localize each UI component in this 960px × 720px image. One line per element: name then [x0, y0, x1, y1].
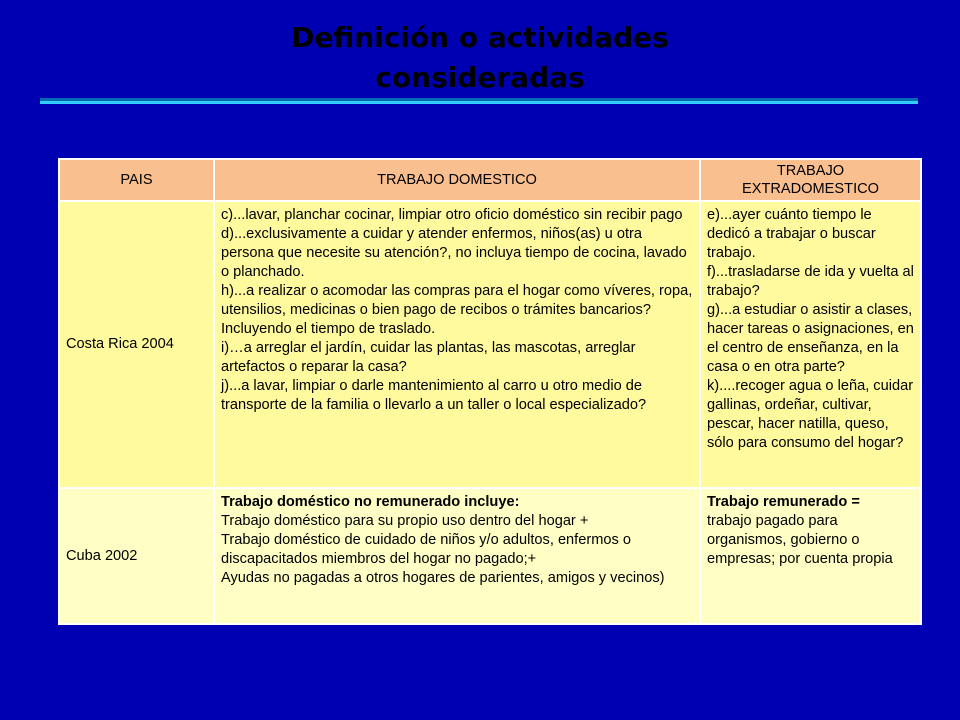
header-extradomestico-line-2: EXTRADOMESTICO	[741, 181, 880, 197]
extradomestic-item: trabajo pagado para organismos, gobierno o empresas; por cuenta propia	[707, 513, 893, 567]
extradomestic-work-cell	[700, 488, 921, 624]
domestic-heading: Trabajo doméstico no remunerado incluye:	[221, 494, 520, 510]
header-trabajo-extradomestico	[700, 159, 921, 201]
domestic-item: j)...a lavar, limpiar o darle mantenimiento al carro u otro medio de transporte de la familia o llevarlo a un taller o local especializado?	[221, 378, 647, 413]
slide-title-line-1: Definición o actividades	[291, 21, 669, 54]
header-pais: PAIS	[59, 159, 214, 201]
table-row-costa-rica	[59, 201, 921, 488]
slide-title	[0, 18, 960, 98]
definitions-table	[58, 158, 922, 625]
extradomestic-item: k)....recoger agua o leña, cuidar gallinas, ordeñar, cultivar, pescar, hacer natilla, queso, sólo para consumo del hogar?	[707, 378, 914, 451]
domestic-item: Trabajo doméstico de cuidado de niños y/o adultos, enfermos o discapacitados miembros del hogar no pagado;+	[221, 532, 631, 567]
domestic-work-cell	[214, 488, 700, 624]
slide-title-line-2: consideradas	[375, 61, 585, 94]
domestic-item: c)...lavar, planchar cocinar, limpiar otro oficio doméstico sin recibir pago	[221, 207, 683, 223]
title-underline-light	[40, 101, 918, 104]
header-trabajo-domestico: TRABAJO DOMESTICO	[214, 159, 700, 201]
domestic-item: h)...a realizar o acomodar las compras para el hogar como víveres, ropa, utensilios, medicinas o bien pago de recibos o trámites bancarios? Incluyendo el tiempo de traslado.	[221, 283, 693, 337]
extradomestic-item: e)...ayer cuánto tiempo le dedicó a trabajar o buscar trabajo.	[707, 207, 876, 261]
header-extradomestico-line-1: TRABAJO	[776, 163, 845, 179]
extradomestic-heading: Trabajo remunerado =	[707, 494, 860, 510]
table-header-row	[59, 159, 921, 201]
table-row-cuba	[59, 488, 921, 624]
country-cell: Cuba 2002	[59, 488, 214, 624]
extradomestic-item: g)...a estudiar o asistir a clases, hacer tareas o asignaciones, en el centro de enseñanza, en la casa o en otra parte?	[707, 302, 914, 375]
domestic-work-cell	[214, 201, 700, 488]
country-cell: Costa Rica 2004	[59, 201, 214, 488]
domestic-item: Trabajo doméstico para su propio uso dentro del hogar +	[221, 513, 589, 529]
domestic-item: i)…a arreglar el jardín, cuidar las plantas, las mascotas, arreglar artefactos o reparar la casa?	[221, 340, 636, 375]
domestic-item: Ayudas no pagadas a otros hogares de parientes, amigos y vecinos)	[221, 570, 665, 586]
extradomestic-item: f)...trasladarse de ida y vuelta al trabajo?	[707, 264, 914, 299]
domestic-item: d)...exclusivamente a cuidar y atender enfermos, niños(as) u otra persona que necesite su atención?, no incluya tiempo de cocina, lavado o planchado.	[221, 226, 687, 280]
extradomestic-work-cell	[700, 201, 921, 488]
